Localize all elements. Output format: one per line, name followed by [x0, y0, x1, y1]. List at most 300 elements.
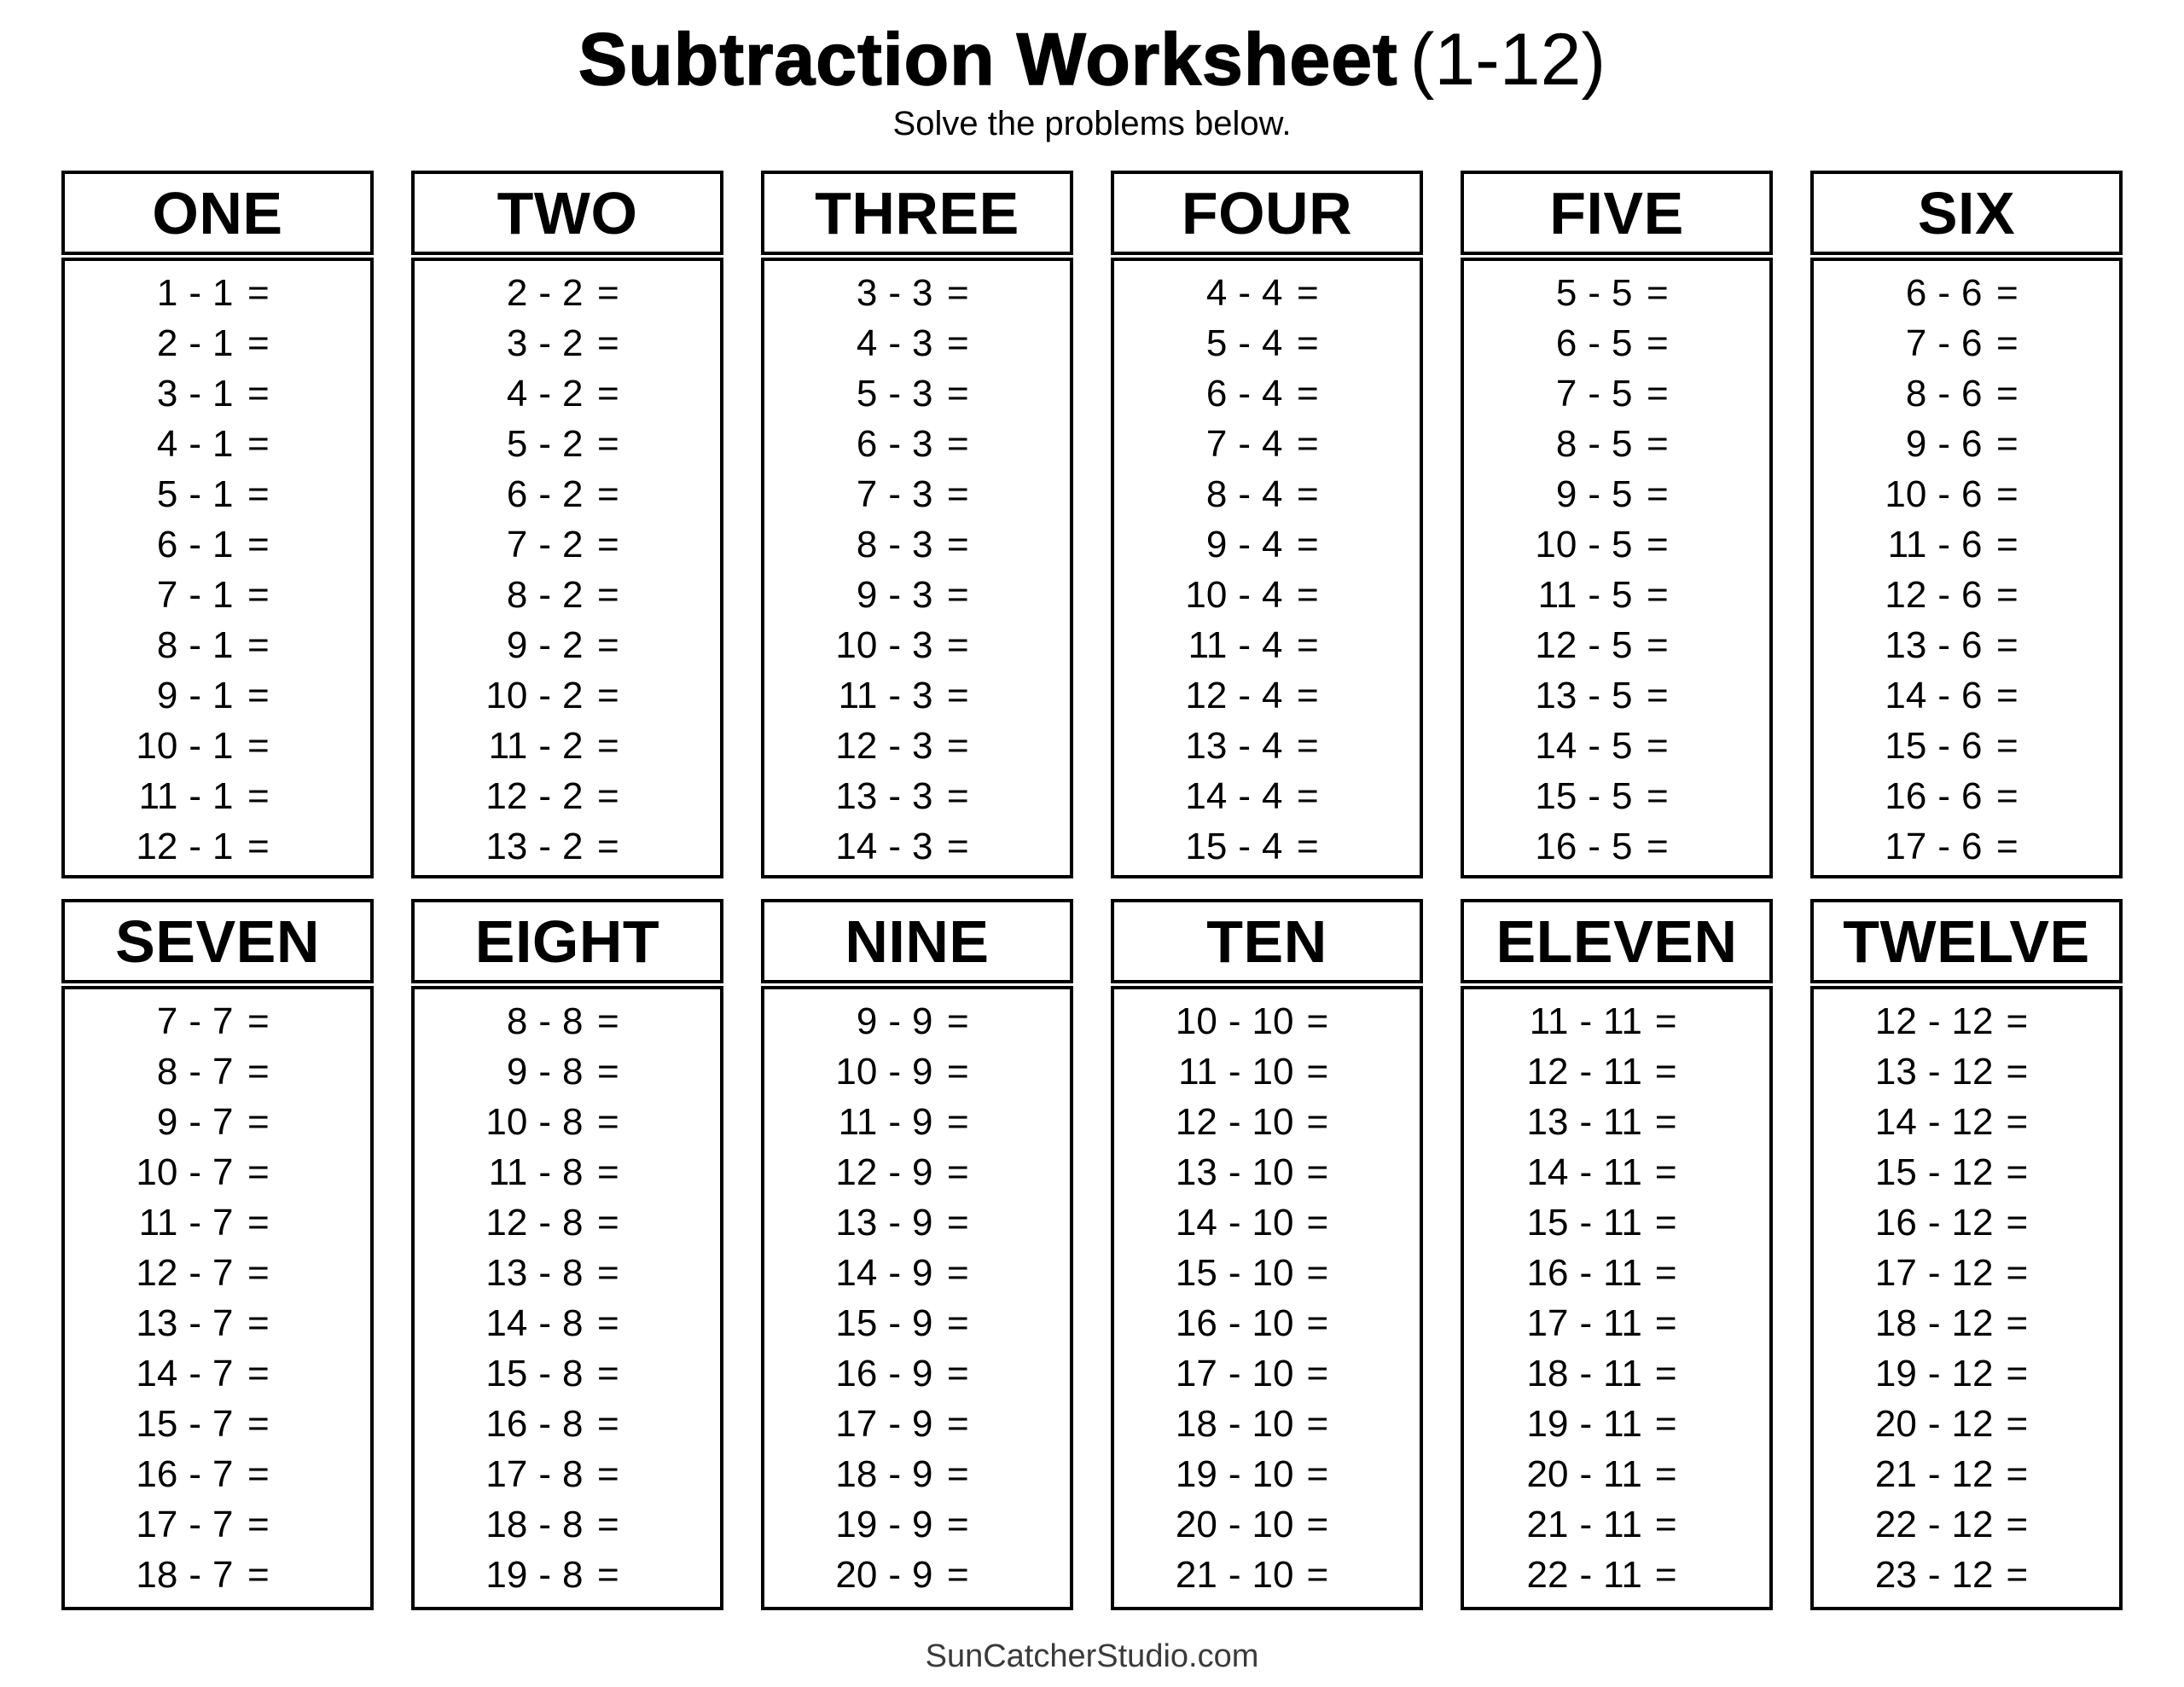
minus-sign: -	[1579, 1504, 1593, 1545]
minus-sign: -	[1228, 1151, 1241, 1193]
minus-sign: -	[1238, 826, 1251, 867]
minuend: 19	[485, 1554, 528, 1596]
minus-sign: -	[1579, 1051, 1593, 1093]
subtrahend: 11	[1603, 1554, 1642, 1596]
subtrahend: 11	[1603, 1000, 1642, 1042]
minuend: 15	[136, 1403, 178, 1445]
equals-sign: =	[1306, 1252, 1329, 1294]
minuend: 22	[1874, 1504, 1917, 1545]
minuend: 12	[1526, 1051, 1569, 1093]
subtrahend: 5	[1611, 675, 1633, 716]
minuend: 13	[1175, 1151, 1217, 1193]
equals-sign: =	[1646, 423, 1669, 465]
minuend: 23	[1874, 1554, 1917, 1596]
subtrahend: 1	[212, 473, 234, 515]
minuend: 3	[506, 322, 528, 364]
subtrahend: 9	[911, 1202, 933, 1244]
problem-row	[1531, 620, 1668, 670]
minuend: 20	[835, 1554, 878, 1596]
equals-sign: =	[596, 1302, 619, 1344]
subtrahend: 6	[1960, 624, 1983, 666]
subtrahend: 10	[1252, 1353, 1294, 1394]
minuend: 14	[835, 826, 878, 867]
subtrahend: 12	[1951, 1252, 1994, 1294]
minus-sign: -	[888, 826, 901, 867]
equals-sign: =	[946, 725, 969, 767]
equals-sign: =	[2006, 1202, 2029, 1244]
column-problems	[1810, 986, 2123, 1610]
equals-sign: =	[1995, 675, 2018, 716]
subtrahend: 3	[911, 725, 933, 767]
equals-sign: =	[1995, 272, 2018, 314]
minuend: 11	[1529, 1000, 1569, 1042]
minuend: 13	[485, 826, 528, 867]
equals-sign: =	[247, 1453, 270, 1495]
column-problems	[1111, 986, 1423, 1610]
equals-sign: =	[1646, 624, 1669, 666]
minuend: 12	[485, 1202, 528, 1244]
equals-sign: =	[946, 272, 969, 314]
minus-sign: -	[1588, 775, 1600, 817]
problem-row	[1880, 318, 2018, 368]
minuend: 16	[835, 1353, 878, 1394]
equals-sign: =	[1995, 725, 2018, 767]
worksheet-column	[761, 899, 1073, 1610]
problem-row	[481, 996, 619, 1046]
minuend: 19	[1526, 1403, 1569, 1445]
problem-row	[1522, 1348, 1676, 1399]
subtrahend: 5	[1611, 473, 1633, 515]
equals-sign: =	[1995, 524, 2018, 565]
equals-sign: =	[596, 473, 619, 515]
minus-sign: -	[1579, 1252, 1593, 1294]
problem-row	[1171, 1550, 1328, 1600]
minuend: 10	[835, 624, 878, 666]
minus-sign: -	[189, 1252, 201, 1294]
problem-row	[131, 721, 269, 771]
subtrahend: 9	[911, 1403, 933, 1445]
equals-sign: =	[1296, 775, 1319, 817]
minuend: 15	[1885, 725, 1927, 767]
minus-sign: -	[1228, 1051, 1241, 1093]
equals-sign: =	[596, 373, 619, 415]
column-header: TEN	[1111, 899, 1423, 983]
minus-sign: -	[1228, 1252, 1241, 1294]
minus-sign: -	[888, 1000, 901, 1042]
subtrahend: 2	[561, 272, 584, 314]
problem-row	[481, 419, 619, 469]
worksheet-column	[1810, 899, 2123, 1610]
equals-sign: =	[247, 725, 270, 767]
minus-sign: -	[189, 423, 201, 465]
equals-sign: =	[1306, 1453, 1329, 1495]
minus-sign: -	[538, 1202, 551, 1244]
equals-sign: =	[247, 524, 270, 565]
column-header: SEVEN	[61, 899, 374, 983]
page-title	[0, 0, 2184, 101]
minus-sign: -	[1927, 1554, 1941, 1596]
minus-sign: -	[1927, 1302, 1941, 1344]
minus-sign: -	[888, 624, 901, 666]
minus-sign: -	[538, 775, 551, 817]
subtrahend: 8	[561, 1554, 584, 1596]
column-header: NINE	[761, 899, 1073, 983]
minus-sign: -	[888, 1302, 901, 1344]
problem-row	[481, 570, 619, 620]
equals-sign: =	[1646, 524, 1669, 565]
subtrahend: 7	[212, 1101, 234, 1143]
problem-row	[481, 771, 619, 821]
subtrahend: 3	[911, 826, 933, 867]
minus-sign: -	[1937, 675, 1950, 716]
minus-sign: -	[1579, 1403, 1593, 1445]
minus-sign: -	[538, 624, 551, 666]
minus-sign: -	[1228, 1453, 1241, 1495]
problem-row	[1531, 771, 1668, 821]
minuend: 17	[485, 1453, 528, 1495]
problem-row	[1171, 1097, 1328, 1147]
column-problems	[61, 986, 374, 1610]
problem-row	[1880, 368, 2018, 419]
subtrahend: 9	[911, 1151, 933, 1193]
minuend: 21	[1874, 1453, 1917, 1495]
minuend: 18	[136, 1554, 178, 1596]
minuend: 13	[485, 1252, 528, 1294]
problem-row	[831, 1499, 968, 1550]
minus-sign: -	[1937, 826, 1950, 867]
minus-sign: -	[1927, 1000, 1941, 1042]
minuend: 18	[835, 1453, 878, 1495]
minuend: 12	[485, 775, 528, 817]
column-header: TWELVE	[1810, 899, 2123, 983]
problem-row	[131, 1046, 269, 1097]
problem-row	[131, 1399, 269, 1449]
minuend: 11	[488, 1151, 528, 1193]
minus-sign: -	[189, 624, 201, 666]
equals-sign: =	[1654, 1403, 1677, 1445]
equals-sign: =	[1654, 1151, 1677, 1193]
equals-sign: =	[596, 1101, 619, 1143]
equals-sign: =	[2006, 1403, 2029, 1445]
minus-sign: -	[888, 1353, 901, 1394]
minuend: 4	[1205, 272, 1228, 314]
equals-sign: =	[1995, 826, 2018, 867]
subtrahend: 8	[561, 1504, 584, 1545]
minus-sign: -	[538, 675, 551, 716]
equals-sign: =	[1296, 373, 1319, 415]
worksheet-column	[61, 899, 374, 1610]
minus-sign: -	[189, 1403, 201, 1445]
column-header: FIVE	[1461, 171, 1773, 255]
footer-credit: SunCatcherStudio.com	[925, 1638, 1259, 1674]
problem-row	[1181, 469, 1318, 519]
subtrahend: 5	[1611, 423, 1633, 465]
minus-sign: -	[888, 373, 901, 415]
subtrahend: 8	[561, 1151, 584, 1193]
problem-row	[131, 1298, 269, 1348]
subtrahend: 10	[1252, 1403, 1294, 1445]
equals-sign: =	[596, 423, 619, 465]
subtrahend: 7	[212, 1051, 234, 1093]
problem-row	[481, 1499, 619, 1550]
subtrahend: 6	[1960, 725, 1983, 767]
minus-sign: -	[538, 1353, 551, 1394]
minus-sign: -	[1937, 775, 1950, 817]
subtrahend: 5	[1611, 624, 1633, 666]
equals-sign: =	[247, 322, 270, 364]
minuend: 13	[1885, 624, 1927, 666]
subtrahend: 7	[212, 1000, 234, 1042]
problem-row	[131, 821, 269, 872]
problem-row	[481, 1147, 619, 1197]
minus-sign: -	[189, 272, 201, 314]
minuend: 17	[1175, 1353, 1217, 1394]
minuend: 13	[835, 1202, 878, 1244]
problem-row	[131, 670, 269, 721]
minus-sign: -	[1937, 423, 1950, 465]
minus-sign: -	[888, 1252, 901, 1294]
minuend: 9	[1205, 524, 1228, 565]
equals-sign: =	[247, 1353, 270, 1394]
minuend: 20	[1874, 1403, 1917, 1445]
minuend: 15	[835, 1302, 878, 1344]
minuend: 12	[835, 725, 878, 767]
problem-row	[131, 368, 269, 419]
minuend: 15	[1535, 775, 1577, 817]
subtrahend: 1	[212, 574, 234, 616]
minus-sign: -	[189, 775, 201, 817]
minuend: 17	[1874, 1252, 1917, 1294]
equals-sign: =	[1296, 675, 1319, 716]
equals-sign: =	[1995, 624, 2018, 666]
minuend: 7	[1205, 423, 1228, 465]
worksheet-column	[411, 899, 723, 1610]
problem-row	[1871, 1248, 2028, 1298]
minuend: 12	[136, 826, 178, 867]
minus-sign: -	[538, 524, 551, 565]
minuend: 1	[156, 272, 178, 314]
subtrahend: 12	[1951, 1353, 1994, 1394]
subtrahend: 1	[212, 322, 234, 364]
subtrahend: 3	[911, 272, 933, 314]
problem-row	[481, 620, 619, 670]
minuend: 15	[1175, 1252, 1217, 1294]
problem-row	[481, 469, 619, 519]
minus-sign: -	[1238, 473, 1251, 515]
minus-sign: -	[1937, 322, 1950, 364]
equals-sign: =	[1306, 1101, 1329, 1143]
subtrahend: 4	[1261, 272, 1283, 314]
minuend: 17	[1885, 826, 1927, 867]
minus-sign: -	[189, 1202, 201, 1244]
equals-sign: =	[1646, 373, 1669, 415]
equals-sign: =	[2006, 1000, 2029, 1042]
equals-sign: =	[247, 473, 270, 515]
problem-row	[831, 268, 968, 318]
minus-sign: -	[189, 1554, 201, 1596]
subtrahend: 8	[561, 1403, 584, 1445]
subtrahend: 7	[212, 1252, 234, 1294]
subtrahend: 3	[911, 322, 933, 364]
minus-sign: -	[1228, 1101, 1241, 1143]
problem-row	[1531, 670, 1668, 721]
equals-sign: =	[2006, 1252, 2029, 1294]
problem-row	[1522, 1046, 1676, 1097]
problem-row	[1522, 1449, 1676, 1499]
subtrahend: 12	[1951, 1101, 1994, 1143]
subtrahend: 12	[1951, 1554, 1994, 1596]
problem-row	[831, 1550, 968, 1600]
subtrahend: 5	[1611, 775, 1633, 817]
problem-row	[481, 821, 619, 872]
equals-sign: =	[1646, 675, 1669, 716]
minuend: 9	[156, 675, 178, 716]
problem-row	[1871, 1499, 2028, 1550]
problem-row	[1181, 771, 1318, 821]
worksheet-grid	[61, 171, 2123, 1610]
problem-row	[481, 1248, 619, 1298]
minuend: 20	[1526, 1453, 1569, 1495]
subtrahend: 3	[911, 775, 933, 817]
subtrahend: 10	[1252, 1302, 1294, 1344]
problem-row	[1181, 570, 1318, 620]
equals-sign: =	[1306, 1000, 1329, 1042]
minuend: 14	[835, 1252, 878, 1294]
subtrahend: 6	[1960, 574, 1983, 616]
problem-row	[131, 1348, 269, 1399]
minus-sign: -	[538, 1302, 551, 1344]
minuend: 10	[136, 725, 178, 767]
subtrahend: 10	[1252, 1554, 1294, 1596]
minuend: 5	[1555, 272, 1577, 314]
subtrahend: 2	[561, 423, 584, 465]
minus-sign: -	[538, 1554, 551, 1596]
column-problems	[761, 986, 1073, 1610]
minus-sign: -	[538, 473, 551, 515]
problem-row	[1171, 1399, 1328, 1449]
minus-sign: -	[1927, 1252, 1941, 1294]
minus-sign: -	[1927, 1453, 1941, 1495]
minuend: 6	[506, 473, 528, 515]
minuend: 11	[1178, 1051, 1217, 1093]
problem-row	[1171, 1197, 1328, 1248]
subtrahend: 1	[212, 624, 234, 666]
equals-sign: =	[596, 524, 619, 565]
minus-sign: -	[1927, 1101, 1941, 1143]
minuend: 10	[485, 1101, 528, 1143]
subtrahend: 12	[1951, 1504, 1994, 1545]
minuend: 8	[1905, 373, 1927, 415]
problem-row	[131, 996, 269, 1046]
minus-sign: -	[888, 524, 901, 565]
equals-sign: =	[2006, 1504, 2029, 1545]
problem-row	[831, 771, 968, 821]
minus-sign: -	[1927, 1151, 1941, 1193]
problem-row	[1871, 1550, 2028, 1600]
minus-sign: -	[1588, 423, 1600, 465]
problem-row	[1871, 1348, 2028, 1399]
problem-row	[481, 1298, 619, 1348]
subtrahend: 9	[911, 1453, 933, 1495]
column-header: FOUR	[1111, 171, 1423, 255]
equals-sign: =	[1306, 1353, 1329, 1394]
minus-sign: -	[189, 675, 201, 716]
equals-sign: =	[1654, 1453, 1677, 1495]
subtrahend: 9	[911, 1101, 933, 1143]
minus-sign: -	[888, 1202, 901, 1244]
minus-sign: -	[1937, 574, 1950, 616]
equals-sign: =	[596, 1554, 619, 1596]
equals-sign: =	[596, 322, 619, 364]
equals-sign: =	[946, 675, 969, 716]
problem-row	[1522, 1147, 1676, 1197]
minuend: 11	[138, 775, 178, 817]
minuend: 8	[1205, 473, 1228, 515]
equals-sign: =	[247, 1554, 270, 1596]
minuend: 2	[506, 272, 528, 314]
minuend: 12	[1535, 624, 1577, 666]
minus-sign: -	[1228, 1403, 1241, 1445]
minus-sign: -	[888, 675, 901, 716]
subtrahend: 12	[1951, 1051, 1994, 1093]
subtrahend: 1	[212, 373, 234, 415]
problem-row	[1531, 318, 1668, 368]
problem-row	[1522, 996, 1676, 1046]
subtrahend: 11	[1603, 1252, 1642, 1294]
minus-sign: -	[189, 1000, 201, 1042]
subtrahend: 8	[561, 1353, 584, 1394]
equals-sign: =	[596, 1252, 619, 1294]
minus-sign: -	[888, 1101, 901, 1143]
minuend: 9	[506, 1051, 528, 1093]
subtrahend: 7	[212, 1504, 234, 1545]
subtrahend: 7	[212, 1353, 234, 1394]
minuend: 13	[1526, 1101, 1569, 1143]
equals-sign: =	[946, 1554, 969, 1596]
minuend: 12	[1175, 1101, 1217, 1143]
equals-sign: =	[247, 624, 270, 666]
problem-row	[1181, 419, 1318, 469]
equals-sign: =	[1296, 322, 1319, 364]
minuend: 14	[1885, 675, 1927, 716]
problem-row	[481, 1399, 619, 1449]
problem-row	[1871, 1399, 2028, 1449]
column-problems	[1810, 258, 2123, 878]
problem-row	[1871, 1097, 2028, 1147]
minuend: 21	[1175, 1554, 1217, 1596]
subtrahend: 7	[212, 1403, 234, 1445]
subtrahend: 1	[212, 423, 234, 465]
equals-sign: =	[596, 826, 619, 867]
minus-sign: -	[1228, 1353, 1241, 1394]
problem-row	[1181, 368, 1318, 419]
minuend: 10	[1535, 524, 1577, 565]
problem-row	[831, 1348, 968, 1399]
minus-sign: -	[1238, 775, 1251, 817]
subtrahend: 2	[561, 524, 584, 565]
subtrahend: 11	[1603, 1202, 1642, 1244]
minuend: 5	[506, 423, 528, 465]
minuend: 16	[1175, 1302, 1217, 1344]
minuend: 14	[1185, 775, 1228, 817]
equals-sign: =	[1296, 423, 1319, 465]
minuend: 3	[156, 373, 178, 415]
problem-row	[131, 1499, 269, 1550]
subtrahend: 12	[1951, 1000, 1994, 1042]
problem-row	[131, 519, 269, 570]
problem-row	[831, 1399, 968, 1449]
minuend: 7	[156, 574, 178, 616]
